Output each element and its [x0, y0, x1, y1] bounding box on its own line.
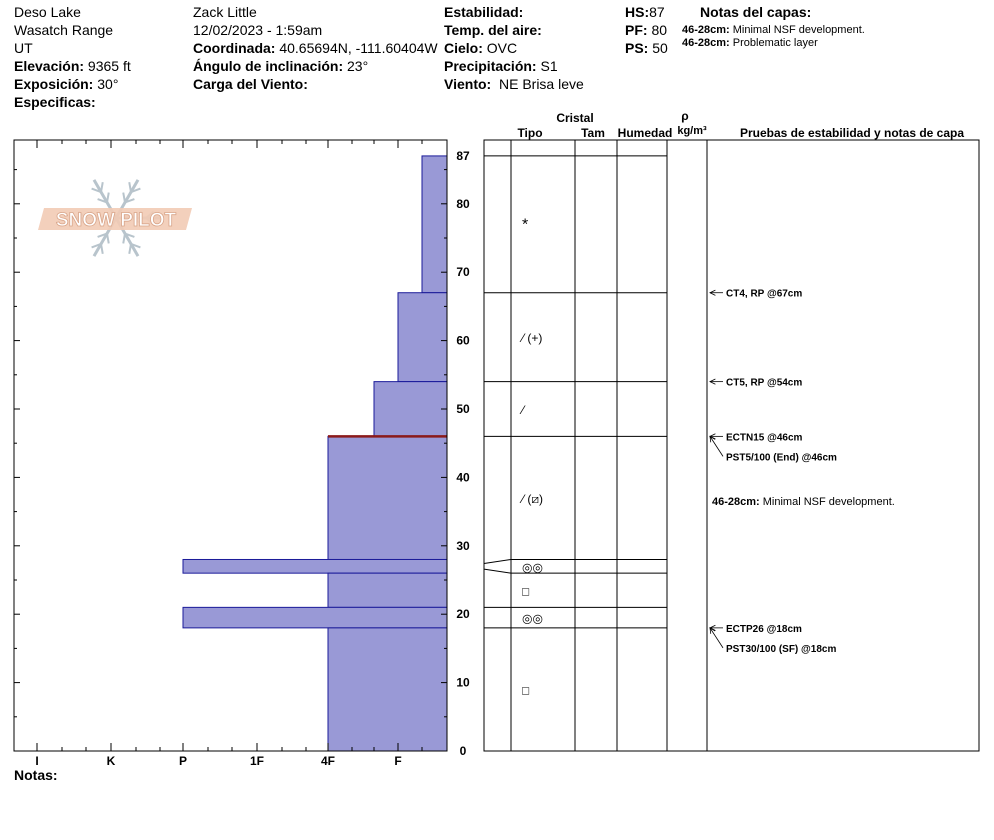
height-label-0: 0 [459, 744, 467, 758]
ps: PS: 50 [625, 40, 668, 56]
hardness-bar-3 [328, 436, 447, 559]
header-tests: Pruebas de estabilidad y notas de capa [739, 126, 965, 140]
hardness-label-4F: 4F [320, 754, 336, 768]
layer-note-1: 46-28cm: Minimal NSF development. [682, 24, 865, 36]
coordinates: Coordinada: 40.65694N, -111.60404W [193, 40, 438, 56]
height-label-40: 40 [456, 470, 470, 485]
slope-angle: Ángulo de inclinación: 23° [193, 58, 369, 74]
header-type: Tipo [517, 126, 543, 140]
header-rho: ρ [681, 109, 689, 123]
layer-note-2: 46-28cm: Problematic layer [682, 37, 818, 49]
header-moisture: Humedad [617, 126, 673, 140]
height-label-20: 20 [456, 607, 470, 622]
height-label-50: 50 [456, 402, 470, 416]
height-label-60: 60 [456, 333, 470, 348]
test-arrow-line-3 [710, 436, 723, 456]
layer-connector-26 [484, 569, 511, 573]
crystal-symbol-6: ◎◎ [522, 611, 543, 626]
snowpilot-logo [38, 180, 192, 256]
hardness-bar-6 [183, 607, 447, 628]
logo-text: SNOW PILOT [55, 210, 177, 231]
layer-table-frame [484, 140, 979, 751]
stability-test-4: ECTP26 @18cm [726, 623, 802, 635]
header-size: Tam [581, 126, 605, 140]
pf: PF: 80 [625, 22, 668, 38]
hardness-label-F: F [394, 754, 402, 768]
stability-test-3: PST5/100 (End) @46cm [726, 452, 837, 464]
stability: Estabilidad: [444, 4, 524, 20]
test-arrow-line-5 [710, 628, 723, 648]
height-label-10: 10 [456, 675, 470, 690]
hardness-bar-1 [398, 293, 447, 382]
crystal-symbol-2: ⁄ [522, 403, 525, 417]
aspect: Exposición: 30° [14, 76, 119, 92]
height-label-30: 30 [456, 538, 470, 553]
crystal-symbol-1: ⁄ (+) [522, 331, 543, 346]
stability-test-1: CT5, RP @54cm [726, 377, 803, 389]
hardness-bar-5 [328, 573, 447, 607]
crystal-symbol-0: * [522, 216, 529, 234]
observer: Zack Little [193, 4, 257, 20]
hardness-label-K: K [106, 754, 116, 768]
notes-label: Notas: [14, 767, 58, 783]
specifics: Especificas: [14, 94, 96, 110]
stability-test-5: PST30/100 (SF) @18cm [726, 643, 837, 655]
height-label-80: 80 [456, 196, 470, 211]
datetime: 12/02/2023 - 1:59am [193, 22, 323, 38]
state: UT [14, 40, 33, 56]
hardness-bar-7 [328, 628, 447, 751]
elevation: Elevación: 9365 ft [14, 58, 131, 74]
height-label-70: 70 [456, 265, 470, 280]
hardness-bar-2 [374, 382, 447, 437]
location: Deso Lake [14, 4, 81, 20]
crystal-symbol-3: ⁄ (⧄) [522, 491, 543, 506]
header-crystal: Cristal [556, 111, 594, 125]
air-temp: Temp. del aire: [444, 22, 542, 38]
layer-note-table: 46-28cm: Minimal NSF development. [712, 496, 895, 508]
range: Wasatch Range [14, 22, 114, 38]
hardness-label-P: P [178, 754, 188, 768]
crystal-symbol-5: □ [522, 584, 530, 599]
crystal-symbol-7: □ [522, 683, 530, 698]
crystal-symbol-4: ◎◎ [522, 560, 543, 575]
layer-connector-28 [484, 559, 511, 563]
height-label-87: 87 [456, 148, 470, 163]
hardness-bar-4 [183, 559, 447, 573]
hardness-label-I: I [35, 754, 39, 768]
precipitation: Precipitación: S1 [444, 58, 558, 74]
stability-test-2: ECTN15 @46cm [726, 432, 803, 444]
wind-load: Carga del Viento: [193, 76, 308, 92]
hardness-label-1F: 1F [249, 754, 265, 768]
stability-test-0: CT4, RP @67cm [726, 288, 803, 300]
layer-notes-title: Notas del capas: [700, 4, 812, 20]
wind: Viento: NE Brisa leve [444, 76, 584, 92]
header-density: kg/m³ [677, 125, 707, 137]
sky: Cielo: OVC [444, 40, 518, 56]
hs: HS:87 [625, 4, 665, 20]
